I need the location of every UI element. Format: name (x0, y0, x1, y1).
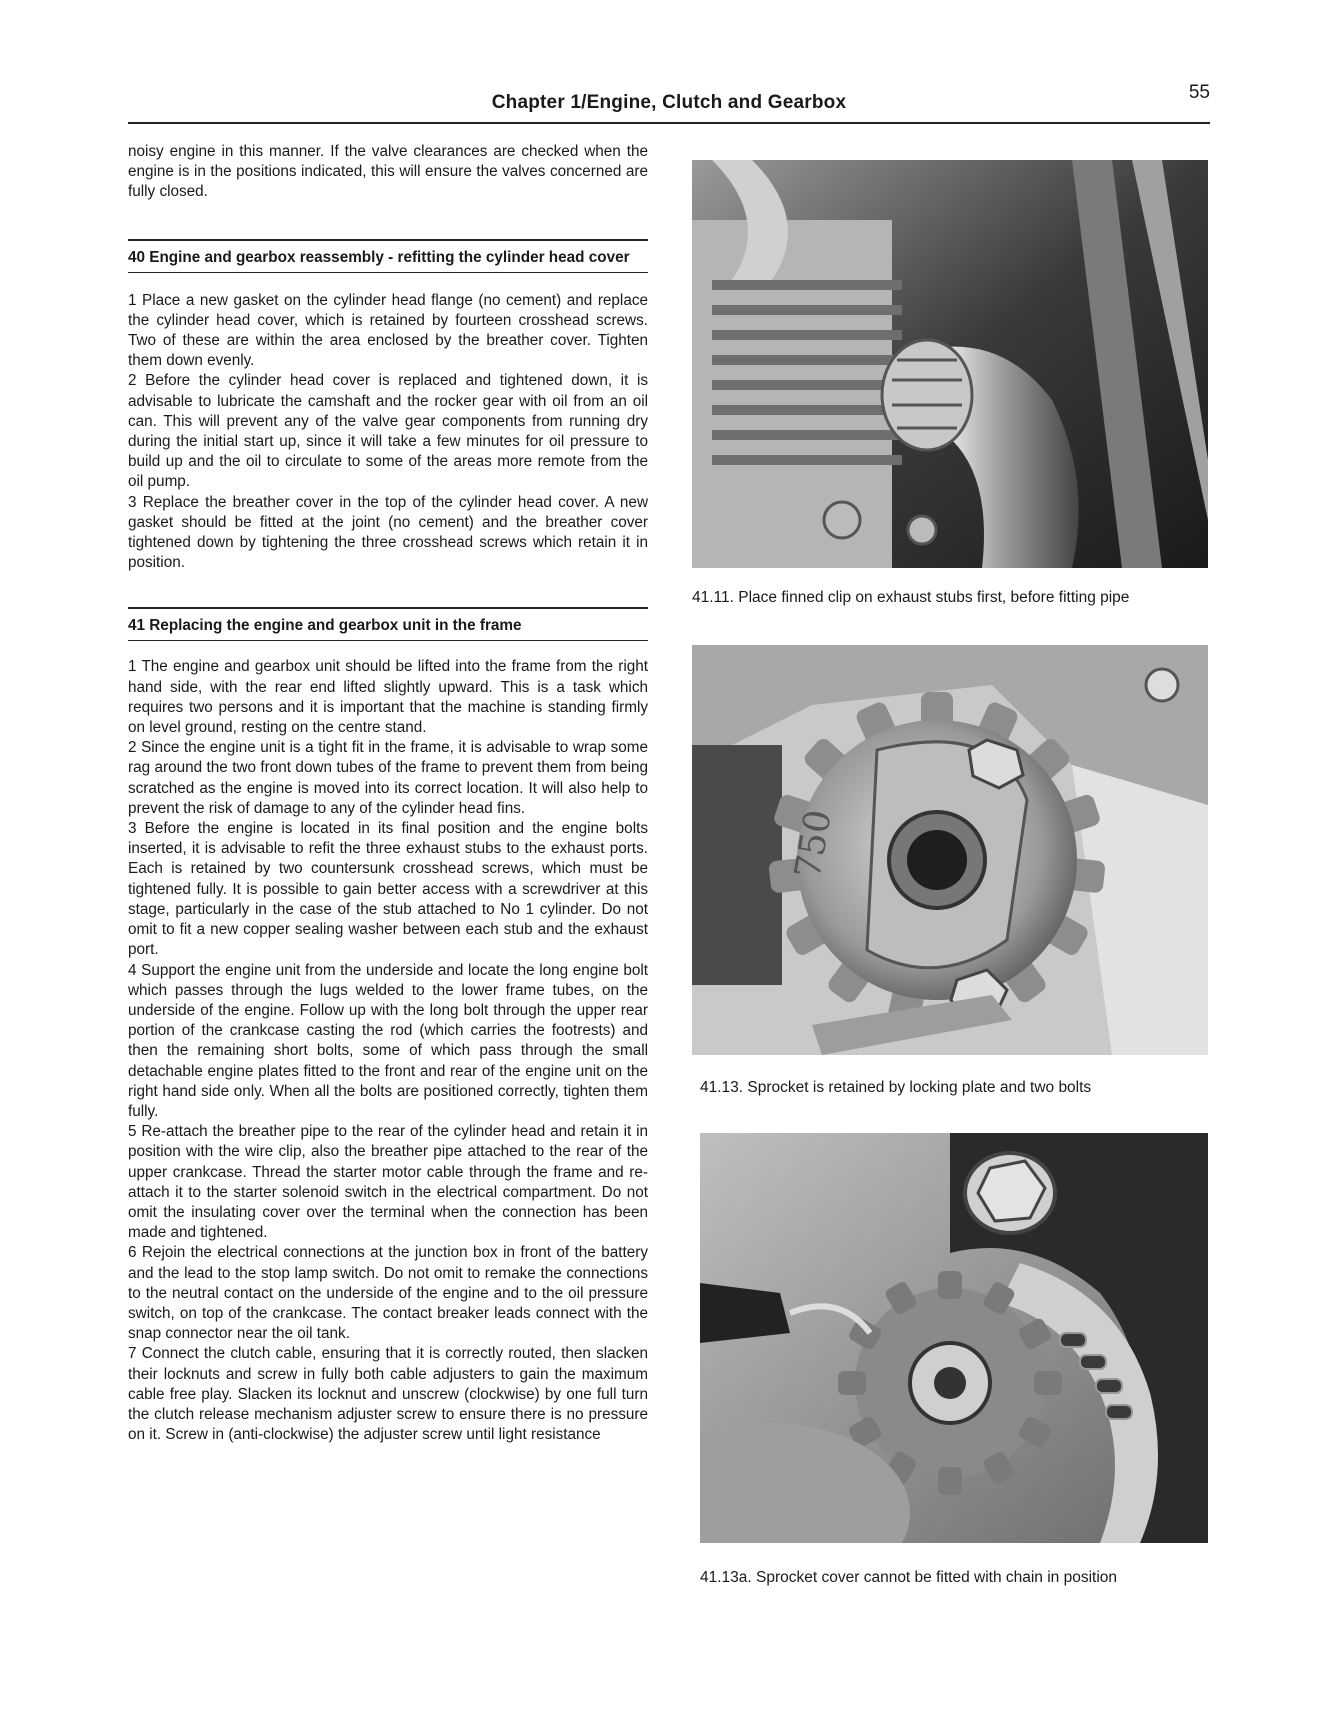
text-column (128, 142, 648, 1445)
section-41-body (128, 657, 648, 1445)
photo-sprocket-cover-chain (700, 1133, 1208, 1543)
section-40-para-1: 1 Place a new gasket on the cylinder head flange (no cement) and replace the cylinder head cover, which is retained by fourteen crosshead screws. Two of these are within the area enclosed by the breather cover. Tighten them down evenly. (128, 291, 648, 370)
section-41-para-2: 2 Since the engine unit is a tight fit in the frame, it is advisable to wrap some rag around the two front down tubes of the frame to prevent them from being scratched as the engine is moved into its correct location. It will also help to prevent the risk of damage to any of the cylinder head fins. (128, 739, 648, 817)
photo-exhaust-clip (692, 160, 1208, 568)
section-41-para-4: 4 Support the engine unit from the underside and locate the long engine bolt which passes through the lugs welded to the lower frame tubes, on the underside of the engine. Follow up with the long bolt through the upper rear portion of the crankcase casting the rod (which carries the footrests) and then the remaining short bolts, some of which pass through the small detachable engine plates fitted to the front and rear of the engine unit on the right hand side only. When all the bolts are positioned correctly, tighten them fully. (128, 961, 648, 1120)
section-40-heading: 40 Engine and gearbox reassembly - refitting the cylinder head cover (128, 239, 648, 273)
sprocket-illustration (692, 645, 1208, 1055)
section-41 (128, 607, 648, 1445)
section-41-para-3: 3 Before the engine is located in its final position and the engine bolts inserted, it is advisable to refit the three exhaust stubs to the exhaust ports. Each is retained by two countersunk crosshead screws, which must be tightened fully. It is possible to gain better access with a screwdriver at this stage, particularly in the case of the stub attached to No 1 cylinder. Do not omit to fit a new copper sealing washer between each stub and the exhaust port. (128, 820, 648, 959)
intro-paragraph: noisy engine in this manner. If the valve clearances are checked when the engine is in the positions indicated, this will ensure the valves concerned are fully closed. (128, 143, 648, 201)
exhaust-clip-illustration (692, 160, 1208, 568)
section-40-body (128, 291, 648, 574)
section-40-para-2: 2 Before the cylinder head cover is replaced and tightened down, it is advisable to lubricate the camshaft and the rocker gear with oil from an oil can. This will prevent any of the valve gear components from running dry during the initial start up, since it will take a few minutes for oil pressure to build up and the oil to circulate to some of the areas more remote from the oil pump. (128, 372, 648, 491)
section-41-para-7: 7 Connect the clutch cable, ensuring that it is correctly routed, then slacken their locknuts and screw in fully both cable adjusters to gain the maximum cable free play. Slacken its locknut and unscrew (clockwise) by one full turn the clutch release mechanism adjuster screw to ensure there is no pressure on it. Screw in (anti-clockwise) the adjuster screw until light resistance (128, 1345, 648, 1444)
page-header (128, 72, 1210, 124)
figure-caption-41-13a: 41.13a. Sprocket cover cannot be fitted with chain in position (700, 1569, 1118, 1586)
sprocket-marking: 750 (787, 806, 840, 882)
section-40-para-3: 3 Replace the breather cover in the top of the cylinder head cover. A new gasket should be fitted at the joint (no cement) and the breather cover tightened down by tightening the three crosshead screws which retain it in position. (128, 493, 648, 572)
figure-caption-41-11: 41.11. Place finned clip on exhaust stubs first, before fitting pipe (692, 589, 1130, 606)
section-41-para-6: 6 Rejoin the electrical connections at the junction box in front of the battery and the lead to the stop lamp switch. Do not omit to remake the connections to the neutral contact on the underside of the engine and to the oil pressure switch, on top of the crankcase. The contact breaker leads connect with the snap connector near the oil tank. (128, 1244, 648, 1343)
sprocket-chain-illustration (700, 1133, 1208, 1543)
page-number: 55 (1188, 82, 1210, 103)
section-41-para-1: 1 The engine and gearbox unit should be lifted into the frame from the right hand side, with the rear end lifted slightly upward. This is a task which requires two persons and it is important that the machine is standing firmly on level ground, resting on the centre stand. (128, 658, 648, 737)
section-40 (128, 239, 648, 574)
photo-sprocket-locking-plate (692, 645, 1208, 1055)
chapter-title: Chapter 1/Engine, Clutch and Gearbox (491, 92, 847, 113)
section-41-para-5: 5 Re-attach the breather pipe to the rear of the cylinder head and retain it in position with the wire clip, also the breather pipe attached to the rear of the upper crankcase. Thread the starter motor cable through the frame and re-attach it to the starter solenoid switch in the electrical compartment. Do not omit the insulating cover over the terminal when the connection has been made and tightened. (128, 1123, 648, 1242)
figure-caption-41-13: 41.13. Sprocket is retained by locking plate and two bolts (700, 1079, 1092, 1096)
section-41-heading: 41 Replacing the engine and gearbox unit in the frame (128, 607, 648, 641)
